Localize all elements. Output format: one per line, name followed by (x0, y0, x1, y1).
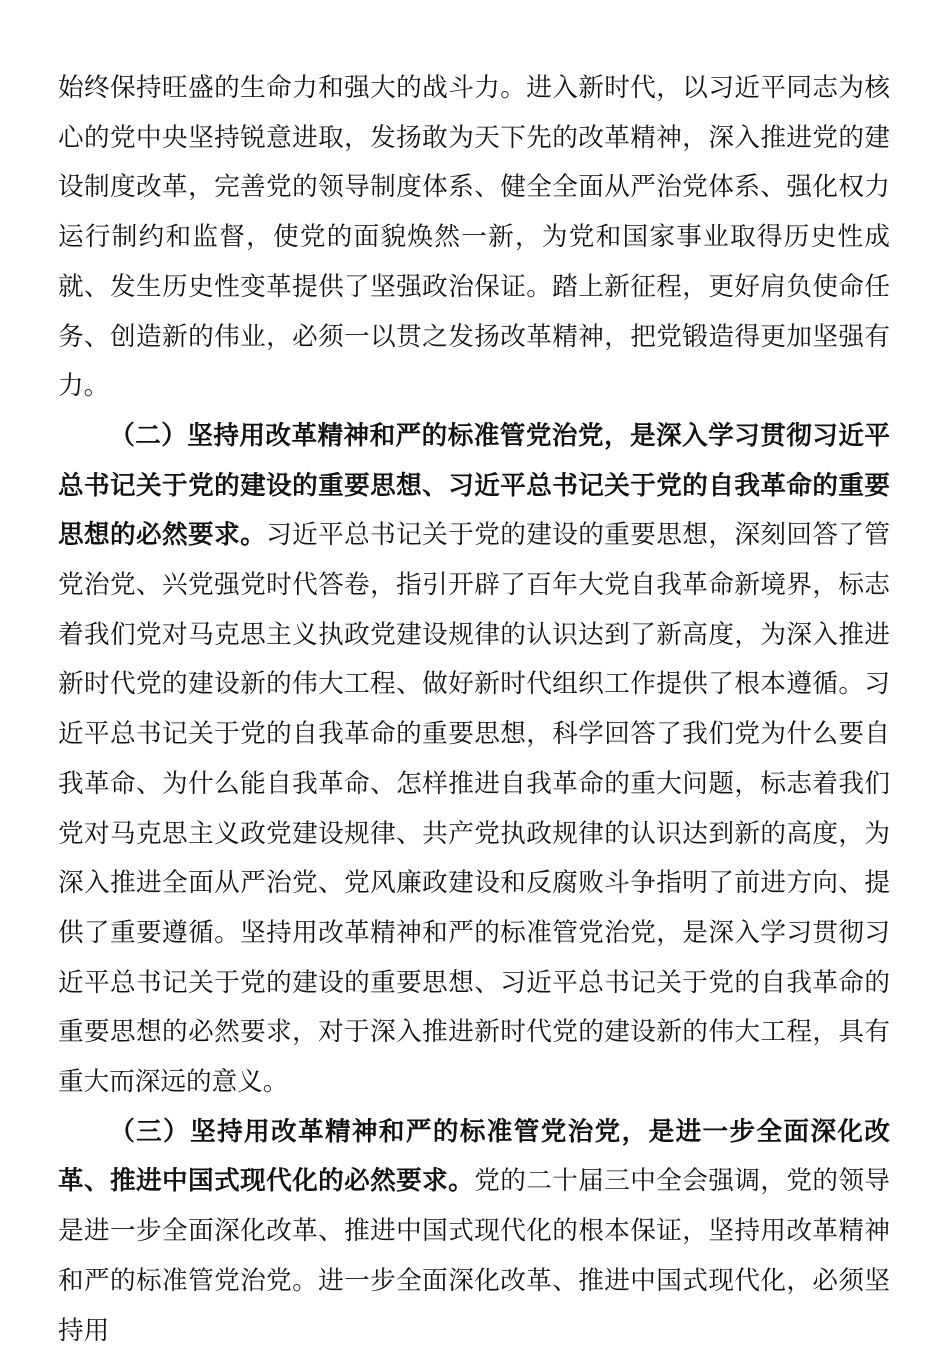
section-2-heading: （二）坚持用改革精神和严的标准管党治党，是深入学习贯彻习近平总书记关于党的建设的重要思想、习近平总书记关于党的自我革命的重要思想的必然要求。 (58, 420, 890, 551)
section-3-heading: （三）坚持用改革精神和严的标准管党治党，是进一步全面深化改革、推进中国式现代化的必然要求。 (58, 1116, 890, 1197)
paragraph-continuation (58, 64, 890, 412)
paragraph-section-3 (58, 1108, 890, 1356)
paragraph-section-2 (58, 412, 890, 1108)
paragraph-1-body: 始终保持旺盛的生命力和强大的战斗力。进入新时代，以习近平同志为核心的党中央坚持锐意进取，发扬敢为天下先的改革精神，深入推进党的建设制度改革，完善党的领导制度体系、健全全面从严治党体系、强化权力运行制约和监督，使党的面貌焕然一新，为党和国家事业取得历史性成就、发生历史性变革提供了坚强政治保证。踏上新征程，更好肩负使命任务、创造新的伟业，必须一以贯之发扬改革精神，把党锻造得更加坚强有力。 (58, 73, 890, 402)
paragraph-2-body: 习近平总书记关于党的建设的重要思想，深刻回答了管党治党、兴党强党时代答卷，指引开辟了百年大党自我革命新境界，标志着我们党对马克思主义执政党建设规律的认识达到了新高度，为深入推进新时代党的建设新的伟大工程、做好新时代组织工作提供了根本遵循。习近平总书记关于党的自我革命的重要思想，科学回答了我们党为什么要自我革命、为什么能自我革命、怎样推进自我革命的重大问题，标志着我们党对马克思主义政党建设规律、共产党执政规律的认识达到新的高度，为深入推进全面从严治党、党风廉政建设和反腐败斗争指明了前进方向、提供了重要遵循。坚持用改革精神和严的标准管党治党，是深入学习贯彻习近平总书记关于党的建设的重要思想、习近平总书记关于党的自我革命的重要思想的必然要求，对于深入推进新时代党的建设新的伟大工程，具有重大而深远的意义。 (58, 520, 890, 1098)
paragraph-3-body: 党的二十届三中全会强调，党的领导是进一步全面深化改革、推进中国式现代化的根本保证，坚持用改革精神和严的标准管党治党。进一步全面深化改革、推进中国式现代化，必须坚持用 (58, 1166, 890, 1346)
document-page (58, 64, 890, 1356)
